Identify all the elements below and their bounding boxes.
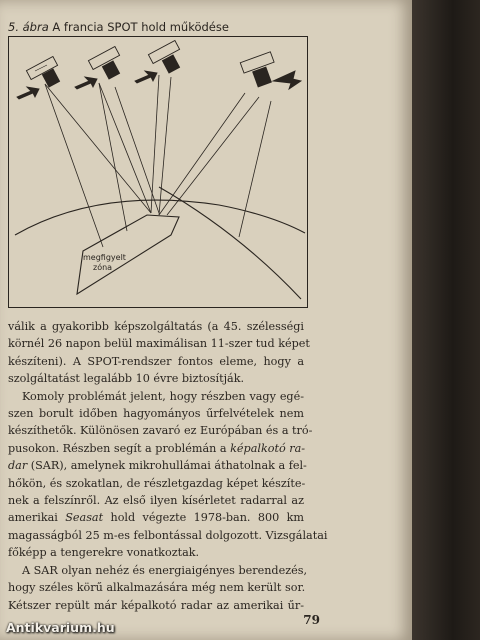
paragraph-2: [8, 388, 328, 562]
book-spine-shadow: [412, 0, 480, 640]
page-number: 79: [303, 613, 320, 627]
p2-line-4: [8, 440, 304, 457]
p2-line-8: [8, 509, 304, 526]
p2-line-5-text: (SAR), amelynek mikrohullámai áthatolnak a fel-: [30, 459, 307, 473]
p2-line-10: főképp a tengerekre vonatkoztak.: [8, 546, 200, 560]
ground-track-curve: [159, 187, 301, 299]
p1-line-1: válik a gyakoribb képszolgáltatás (a 45. szélességi: [8, 320, 304, 333]
p2-line-8-text-b: hold végezte 1978-ban. 800 km: [110, 511, 304, 525]
p2-line-3: készíthetők. Különösen zavaró ez Európában és a tró-: [8, 424, 313, 438]
figure-number: 5. ábra: [8, 20, 49, 34]
figure-caption: [8, 20, 338, 34]
satellite-2: [75, 47, 120, 89]
p3-line-2: hogy széles körű alkalmazására még nem került sor.: [8, 581, 306, 595]
p2-line-8-italic: Seasat: [65, 511, 104, 525]
paragraph-3: [8, 562, 308, 614]
observed-zone-label: [83, 253, 126, 273]
p3-line-1: A SAR olyan nehéz és energiaigényes berendezés,: [22, 563, 308, 577]
satellite-1: [17, 57, 60, 99]
satellite-3: [135, 41, 180, 83]
p3-line-3: Kétszer repült már képalkotó radar az amerikai űr-: [8, 598, 304, 612]
zone-label-line-1: megfigyelt: [83, 253, 126, 262]
p2-line-9: magasságból 25 m-es felbontással dolgozott. Vizsgálatai: [8, 528, 328, 542]
p2-line-4-text: pusokon. Részben segít a problémán a: [8, 441, 227, 455]
p2-line-1: Komoly problémát jelent, hogy részben vagy egé-: [22, 389, 304, 403]
diagram-drawing: [9, 37, 307, 307]
p2-line-5-italic: dar: [8, 459, 28, 473]
viewing-rays: [45, 75, 271, 247]
figure-title: A francia SPOT hold működése: [52, 20, 229, 34]
p1-line-3: készíteni). A SPOT-rendszer fontos eleme, hogy a: [8, 354, 304, 368]
p2-line-4-italic: képalkotó ra-: [230, 441, 306, 455]
p1-line-2: körnél 26 napon belül maximálisan 11-szer tud képet: [8, 337, 310, 351]
satellite-4: [240, 52, 301, 89]
p2-line-2: szen borult időben hagyományos űrfelvételek nem: [8, 407, 304, 421]
p2-line-5: [8, 457, 307, 474]
p1-line-4: szolgáltatást legalább 10 évre biztosítják.: [8, 372, 245, 386]
p2-line-8-text-a: amerikai: [8, 511, 58, 525]
watermark: Antikvarium.hu: [6, 620, 115, 635]
p2-line-6: hőkön, és szokatlan, de részletgazdag képet készíte-: [8, 476, 306, 490]
spot-satellite-diagram: [8, 36, 308, 308]
p2-line-7: nek a felszínről. Az első ilyen kísérletet radarral az: [8, 494, 304, 508]
zone-label-line-2: zóna: [93, 263, 113, 272]
body-text: [8, 318, 328, 614]
paragraph-1: [8, 318, 310, 388]
